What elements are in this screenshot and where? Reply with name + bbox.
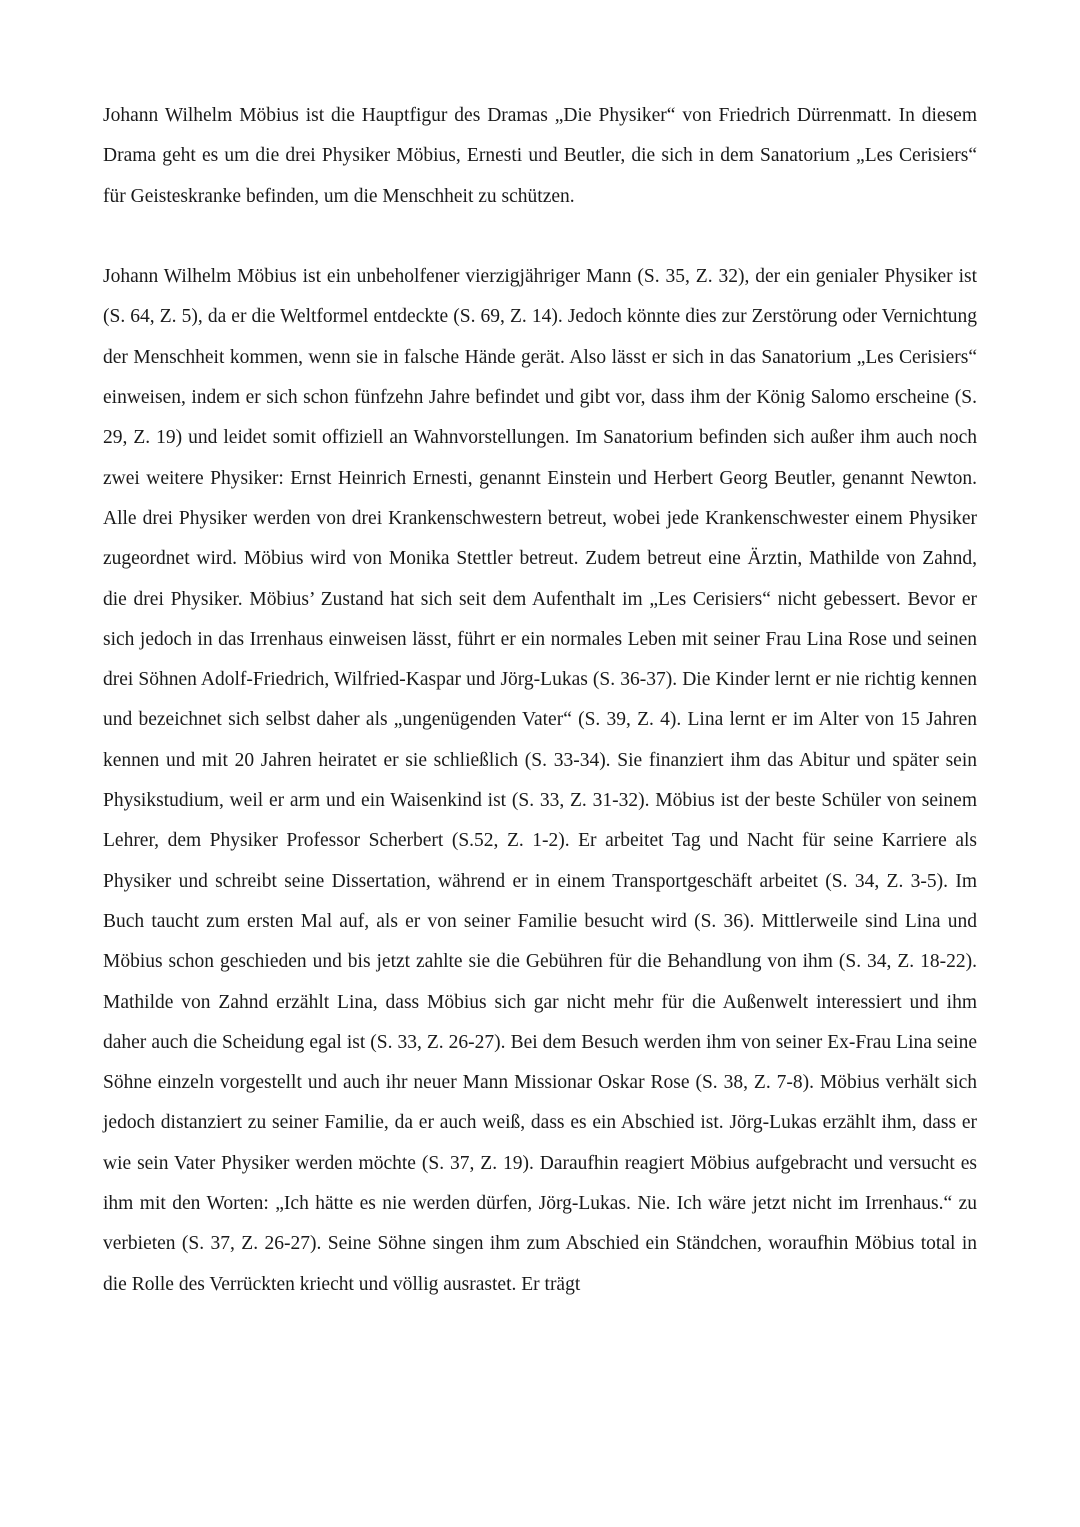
document-page — [103, 96, 977, 1305]
paragraph-introduction: Johann Wilhelm Möbius ist die Hauptfigur des Dramas „Die Physiker“ von Friedrich Dürrenmatt. In diesem Drama geht es um die drei Physiker Möbius, Ernesti und Beutler, die sich in dem Sanatorium „Les Cerisiers“ für Geisteskranke befinden, um die Menschheit zu schützen. — [103, 105, 977, 207]
paragraph-character-description: Johann Wilhelm Möbius ist ein unbeholfener vierzigjähriger Mann (S. 35, Z. 32), der ein genialer Physiker ist (S. 64, Z. 5), da er die Weltformel entdeckte (S. 69, Z. 14). Jedoch könnte dies zur Zerstörung oder Vernichtung der Menschheit kommen, wenn sie in falsche Hände gerät. Also lässt er sich in das Sanatorium „Les Cerisiers“ einweisen, indem er sich schon fünfzehn Jahre befindet und gibt vor, dass ihm der König Salomo erscheine (S. 29, Z. 19) und leidet somit offiziell an Wahnvorstellungen. Im Sanatorium befinden sich außer ihm auch noch zwei weitere Physiker: Ernst Heinrich Ernesti, genannt Einstein und Herbert Georg Beutler, genannt Newton. Alle drei Physiker werden von drei Krankenschwestern betreut, wobei jede Krankenschwester einem Physiker zugeordnet wird. Möbius wird von Monika Stettler betreut. Zudem betreut eine Ärztin, Mathilde von Zahnd, die drei Physiker. Möbius’ Zustand hat sich seit dem Aufenthalt im „Les Cerisiers“ nicht gebessert. Bevor er sich jedoch in das Irrenhaus einweisen lässt, führt er ein normales Leben mit seiner Frau Lina Rose und seinen drei Söhnen Adolf-Friedrich, Wilfried-Kaspar und Jörg-Lukas (S. 36-37). Die Kinder lernt er nie richtig kennen und bezeichnet sich selbst daher als „ungenügenden Vater“ (S. 39, Z. 4). Lina lernt er im Alter von 15 Jahren kennen und mit 20 Jahren heiratet er sie schließlich (S. 33-34). Sie finanziert ihm das Abitur und später sein Physikstudium, weil er arm und ein Waisenkind ist (S. 33, Z. 31-32). Möbius ist der beste Schüler von seinem Lehrer, dem Physiker Professor Scherbert (S.52, Z. 1-2). Er arbeitet Tag und Nacht für seine Karriere als Physiker und schreibt seine Dissertation, während er in einem Transportgeschäft arbeitet (S. 34, Z. 3-5). Im Buch taucht zum ersten Mal auf, als er von seiner Familie besucht wird (S. 36). Mittlerweile sind Lina und Möbius schon geschieden und bis jetzt zahlte sie die Gebühren für die Behandlung von ihm (S. 34, Z. 18-22). Mathilde von Zahnd erzählt Lina, dass Möbius sich gar nicht mehr für die Außenwelt interessiert und ihm daher auch die Scheidung egal ist (S. 33, Z. 26-27). Bei dem Besuch werden ihm von seiner Ex-Frau Lina seine Söhne einzeln vorgestellt und auch ihr neuer Mann Missionar Oskar Rose (S. 38, Z. 7-8). Möbius verhält sich jedoch distanziert zu seiner Familie, da er auch weiß, dass es ein Abschied ist. Jörg-Lukas erzählt ihm, dass er wie sein Vater Physiker werden möchte (S. 37, Z. 19). Daraufhin reagiert Möbius aufgebracht und versucht es ihm mit den Worten: „Ich hätte es nie werden dürfen, Jörg-Lukas. Nie. Ich wäre jetzt nicht im Irrenhaus.“ zu verbieten (S. 37, Z. 26-27). Seine Söhne singen ihm zum Abschied ein Ständchen, woraufhin Möbius total in die Rolle des Verrückten kriecht und völlig ausrastet. Er trägt — [103, 266, 977, 1295]
